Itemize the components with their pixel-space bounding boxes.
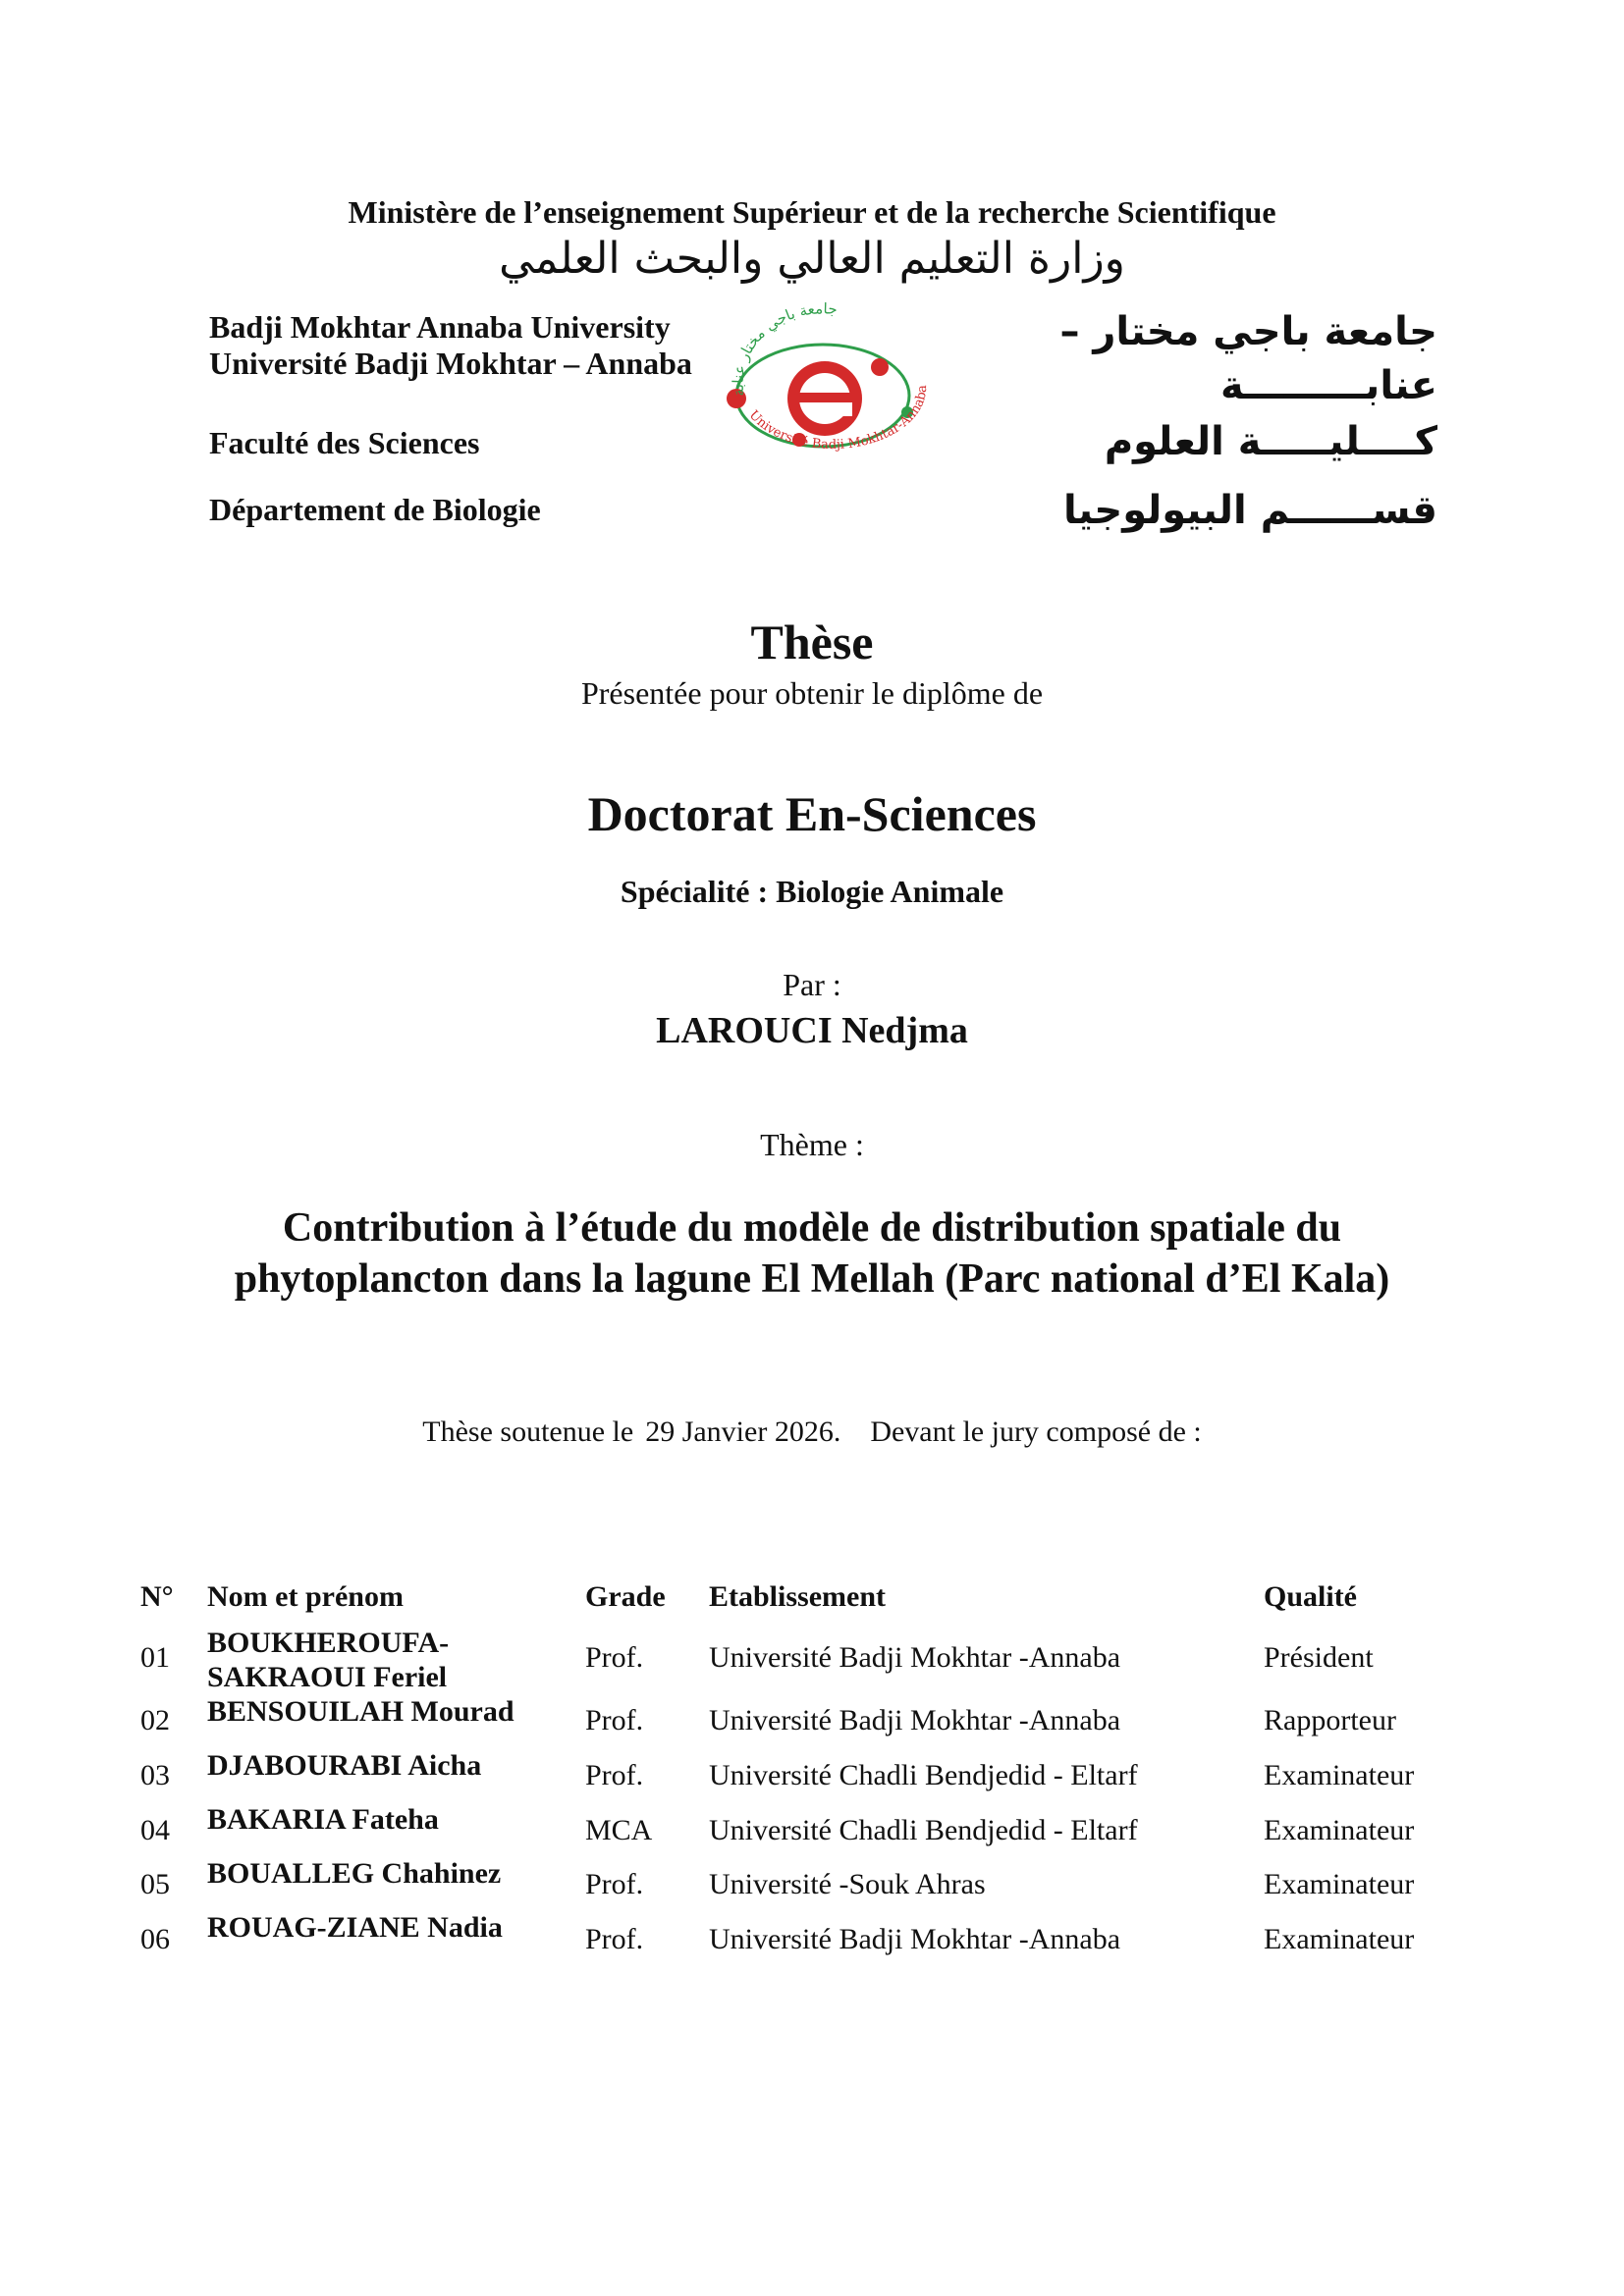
defense-date: 29 Janvier 2026. [645,1415,841,1448]
department-name-ar: قســــــم البيولوجيا [1063,488,1437,533]
row-num: 06 [140,1923,170,1955]
row-grade: Prof. [585,1641,644,1674]
author-name: LAROUCI Nedjma [656,1010,968,1051]
thesis-theme [0,1202,1624,1305]
theme-line-2: phytoplancton dans la lagune El Mellah (Parc national d’El Kala) [234,1256,1390,1302]
row-num: 03 [140,1759,170,1791]
col-header-name: Nom et prénom [207,1580,404,1613]
row-role: Examinateur [1264,1868,1415,1900]
row-grade: MCA [585,1814,653,1846]
defense-prefix: Thèse soutenue le [422,1415,634,1448]
faculty-name-ar: كــــليـــــة العلوم [1104,419,1437,464]
by-label: Par : [783,967,841,1002]
department-name-fr: Département de Biologie [209,492,541,527]
speciality: Spécialité : Biologie Animale [620,874,1004,909]
col-header-establishment: Etablissement [709,1580,886,1613]
logo-arabic-text: جامعة باجي مختار عنابة [729,302,839,399]
row-num: 05 [140,1868,170,1900]
row-name: BOUKHEROUFA-SAKRAOUI Feriel [207,1627,450,1693]
row-establishment: Université Badji Mokhtar -Annaba [709,1641,1121,1674]
row-grade: Prof. [585,1704,644,1736]
row-role: Examinateur [1264,1759,1415,1791]
row-role: Examinateur [1264,1923,1415,1955]
col-header-grade: Grade [585,1580,666,1613]
row-role: Président [1264,1641,1374,1674]
row-grade: Prof. [585,1868,644,1900]
row-establishment: Université Badji Mokhtar -Annaba [709,1923,1121,1955]
faculty-name-fr: Faculté des Sciences [209,425,480,460]
row-name: BAKARIA Fateha [207,1803,439,1836]
university-logo [705,302,941,479]
defense-statement [0,1415,1624,1449]
row-num: 02 [140,1704,170,1736]
row-name: BENSOUILAH Mourad [207,1695,514,1728]
row-name: ROUAG-ZIANE Nadia [207,1911,503,1944]
row-num: 04 [140,1814,170,1846]
row-name: DJABOURABI Aicha [207,1749,482,1782]
row-grade: Prof. [585,1759,644,1791]
ministry-title-ar: وزارة التعليم العالي والبحث العلمي [499,234,1125,284]
degree-title: Doctorat En-Sciences [587,786,1037,841]
row-establishment: Université -Souk Ahras [709,1868,986,1900]
row-establishment: Université Chadli Bendjedid - Eltarf [709,1759,1138,1791]
ministry-title-fr: Ministère de l’enseignement Supérieur et de la recherche Scientifique [348,194,1276,230]
row-establishment: Université Chadli Bendjedid - Eltarf [709,1814,1138,1846]
thesis-title: Thèse [750,614,874,669]
city-name-ar: عنابـــــــــة [1220,363,1437,408]
row-num: 01 [140,1641,170,1674]
row-establishment: Université Badji Mokhtar -Annaba [709,1704,1121,1736]
theme-label: Thème : [760,1127,864,1162]
university-name-ar: جامعة باجي مختار – [1059,309,1437,354]
logo-french-text: Université Badji Mokhtar-Annaba [745,385,931,453]
row-role: Rapporteur [1264,1704,1396,1736]
defense-suffix: Devant le jury composé de : [870,1415,1202,1448]
col-header-num: N° [140,1580,174,1613]
col-header-role: Qualité [1264,1580,1357,1613]
university-name-en: Badji Mokhtar Annaba University [209,309,671,345]
university-name-fr: Université Badji Mokhtar – Annaba [209,346,692,381]
thesis-subtitle: Présentée pour obtenir le diplôme de [580,675,1044,711]
row-name: BOUALLEG Chahinez [207,1857,502,1890]
row-role: Examinateur [1264,1814,1415,1846]
row-grade: Prof. [585,1923,644,1955]
theme-line-1: Contribution à l’étude du modèle de distribution spatiale du [282,1205,1342,1251]
